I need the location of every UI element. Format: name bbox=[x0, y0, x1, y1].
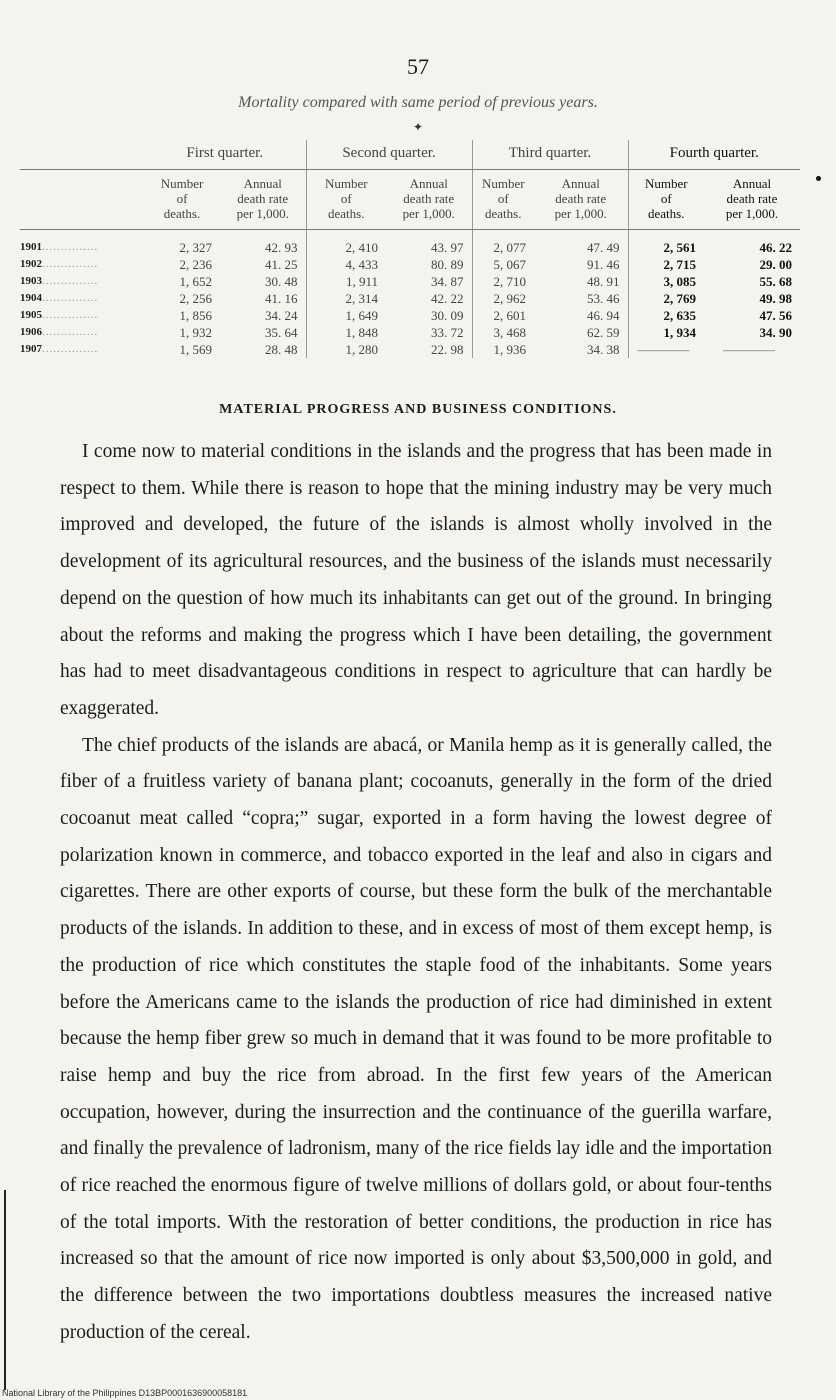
year-header bbox=[20, 140, 144, 170]
deaths-cell: 2, 715 bbox=[628, 256, 704, 273]
deaths-cell: 1, 569 bbox=[179, 342, 212, 357]
rate-cell: 34. 90 bbox=[759, 325, 792, 340]
table-caption: Mortality compared with same period of previous years. bbox=[238, 94, 598, 111]
margin-mark bbox=[816, 176, 821, 181]
deaths-cell: 1, 848 bbox=[306, 324, 386, 341]
table-row bbox=[20, 273, 800, 290]
rate-cell: 34. 87 bbox=[431, 274, 464, 289]
quarter-header-row bbox=[20, 140, 800, 170]
year-subheader bbox=[20, 170, 144, 230]
rate-cell: 47. 49 bbox=[587, 240, 620, 255]
page-number: 57 bbox=[407, 54, 429, 79]
year-cell: 1907............... bbox=[20, 343, 99, 355]
number-deaths-header: Number of deaths. bbox=[144, 170, 220, 230]
number-deaths-header: Number of deaths. bbox=[306, 170, 386, 230]
deaths-cell: 1, 934 bbox=[628, 324, 704, 341]
deaths-cell: 4, 433 bbox=[306, 256, 386, 273]
rate-cell: 42. 93 bbox=[265, 240, 298, 255]
rate-cell: 46. 94 bbox=[587, 308, 620, 323]
table-row bbox=[20, 341, 800, 358]
number-deaths-header: Number of deaths. bbox=[628, 170, 704, 230]
table-row bbox=[20, 230, 800, 257]
paragraph: The chief products of the islands are abacá, or Manila hemp as it is generally called, the fiber of a fruitless variety of banana plant; cocoanuts, generally in the form of the dried cocoanut meat called “copra;” sugar, exported in a form having the lowest degree of polarization known in commerce, and tobacco exported in the leaf and also in cigars and cigarettes. There are other exports of course, but these form the bulk of the merchantable products of the islands. In addition to these, and in excess of most of them except hemp, is the production of rice which constitutes the staple food of the inhabitants. Some years before the Americans came to the islands the production of rice had diminished in extent because the hemp fiber grew so much in demand that it was found to be more profitable to raise hemp and buy the rice from abroad. In the first few years of the American occupation, however, during the insurrection and the continuance of the guerilla warfare, and finally the prevalence of ladronism, many of the rice fields lay idle and the importation of rice reached the enormous figure of twelve millions of dollars gold, or about four-tenths of the total imports. With the restoration of better conditions, the production in rice has increased so that the amount of rice now imported is only about $3,500,000 in gold, and the difference between the two importations doubtless measures the increased native production of the cereal. bbox=[60, 734, 772, 1343]
rate-cell: 43. 97 bbox=[431, 240, 464, 255]
rate-cell: 35. 64 bbox=[265, 325, 298, 340]
year-cell: 1905............... bbox=[20, 309, 99, 321]
quarter-header: Third quarter. bbox=[472, 140, 628, 170]
rate-cell: 34. 24 bbox=[265, 308, 298, 323]
rate-cell: 29. 00 bbox=[759, 257, 792, 272]
deaths-cell: 1, 932 bbox=[179, 325, 212, 340]
table-row bbox=[20, 256, 800, 273]
quarter-header: Fourth quarter. bbox=[628, 140, 800, 170]
rate-cell: 80. 89 bbox=[431, 257, 464, 272]
quarter-header: Second quarter. bbox=[306, 140, 472, 170]
death-rate-header: Annual death rate per 1,000. bbox=[534, 170, 628, 230]
margin-rule bbox=[4, 1190, 6, 1390]
deaths-cell: 2, 962 bbox=[472, 290, 534, 307]
number-deaths-header: Number of deaths. bbox=[472, 170, 534, 230]
deaths-cell: 1, 280 bbox=[306, 341, 386, 358]
death-rate-header: Annual death rate per 1,000. bbox=[220, 170, 306, 230]
deaths-cell: 2, 561 bbox=[628, 230, 704, 257]
death-rate-header: Annual death rate per 1,000. bbox=[386, 170, 472, 230]
rate-cell: 47. 56 bbox=[759, 308, 792, 323]
year-cell: 1904............... bbox=[20, 292, 99, 304]
mortality-table-body bbox=[20, 230, 800, 359]
table-row bbox=[20, 307, 800, 324]
body-text bbox=[60, 434, 772, 1352]
rate-cell: 42. 22 bbox=[431, 291, 464, 306]
mortality-table bbox=[20, 140, 800, 358]
mortality-table-wrapper bbox=[20, 140, 800, 358]
deaths-cell: 2, 710 bbox=[472, 273, 534, 290]
rate-cell: 30. 09 bbox=[431, 308, 464, 323]
deaths-cell: 3, 085 bbox=[628, 273, 704, 290]
ornament-icon: ✦ bbox=[412, 120, 424, 134]
rate-cell: 28. 48 bbox=[265, 342, 298, 357]
rate-cell: 22. 98 bbox=[431, 342, 464, 357]
deaths-cell: 1, 856 bbox=[179, 308, 212, 323]
deaths-cell: 1, 936 bbox=[472, 341, 534, 358]
death-rate-header: Annual death rate per 1,000. bbox=[704, 170, 800, 230]
rate-cell: 41. 16 bbox=[265, 291, 298, 306]
deaths-cell: 3, 468 bbox=[472, 324, 534, 341]
deaths-cell: 2, 236 bbox=[179, 257, 212, 272]
scan-footer-note: National Library of the Philippines D13BP0001636900058181 bbox=[2, 1388, 248, 1398]
column-header-row bbox=[20, 170, 800, 230]
year-cell: 1902............... bbox=[20, 258, 99, 270]
quarter-header: First quarter. bbox=[144, 140, 306, 170]
deaths-cell: 2, 327 bbox=[179, 240, 212, 255]
section-heading: MATERIAL PROGRESS AND BUSINESS CONDITIONS. bbox=[219, 402, 617, 417]
deaths-cell: 5, 067 bbox=[472, 256, 534, 273]
deaths-cell: 1, 649 bbox=[306, 307, 386, 324]
deaths-cell: 2, 635 bbox=[628, 307, 704, 324]
rate-cell: 91. 46 bbox=[587, 257, 620, 272]
rate-cell: 55. 68 bbox=[759, 274, 792, 289]
table-row bbox=[20, 324, 800, 341]
deaths-cell: 2, 601 bbox=[472, 307, 534, 324]
year-cell: 1906............... bbox=[20, 326, 99, 338]
empty-cell-dash: ———— bbox=[628, 341, 704, 358]
deaths-cell: 2, 769 bbox=[628, 290, 704, 307]
deaths-cell: 2, 410 bbox=[306, 230, 386, 257]
table-row bbox=[20, 290, 800, 307]
empty-cell-dash: ———— bbox=[723, 342, 775, 357]
deaths-cell: 1, 652 bbox=[179, 274, 212, 289]
rate-cell: 53. 46 bbox=[587, 291, 620, 306]
deaths-cell: 1, 911 bbox=[306, 273, 386, 290]
year-cell: 1903............... bbox=[20, 275, 99, 287]
paragraph: I come now to material conditions in the islands and the progress that has been made in respect to them. While there is reason to hope that the mining industry may be very much improved and developed, the future of the islands is almost wholly involved in the development of its agricultural resources, and the business of the islands must necessarily depend on the question of how much its inhabitants can get out of the ground. In bringing about the reforms and making the progress which I have been detailing, the government has had to meet disadvantageous conditions in respect to agriculture that can hardly be exaggerated. bbox=[60, 441, 772, 719]
rate-cell: 30. 48 bbox=[265, 274, 298, 289]
rate-cell: 49. 98 bbox=[759, 291, 792, 306]
deaths-cell: 2, 314 bbox=[306, 290, 386, 307]
rate-cell: 46. 22 bbox=[759, 240, 792, 255]
rate-cell: 48. 91 bbox=[587, 274, 620, 289]
deaths-cell: 2, 077 bbox=[472, 230, 534, 257]
year-cell: 1901............... bbox=[20, 241, 99, 253]
rate-cell: 34. 38 bbox=[587, 342, 620, 357]
rate-cell: 33. 72 bbox=[431, 325, 464, 340]
rate-cell: 41. 25 bbox=[265, 257, 298, 272]
deaths-cell: 2, 256 bbox=[179, 291, 212, 306]
rate-cell: 62. 59 bbox=[587, 325, 620, 340]
